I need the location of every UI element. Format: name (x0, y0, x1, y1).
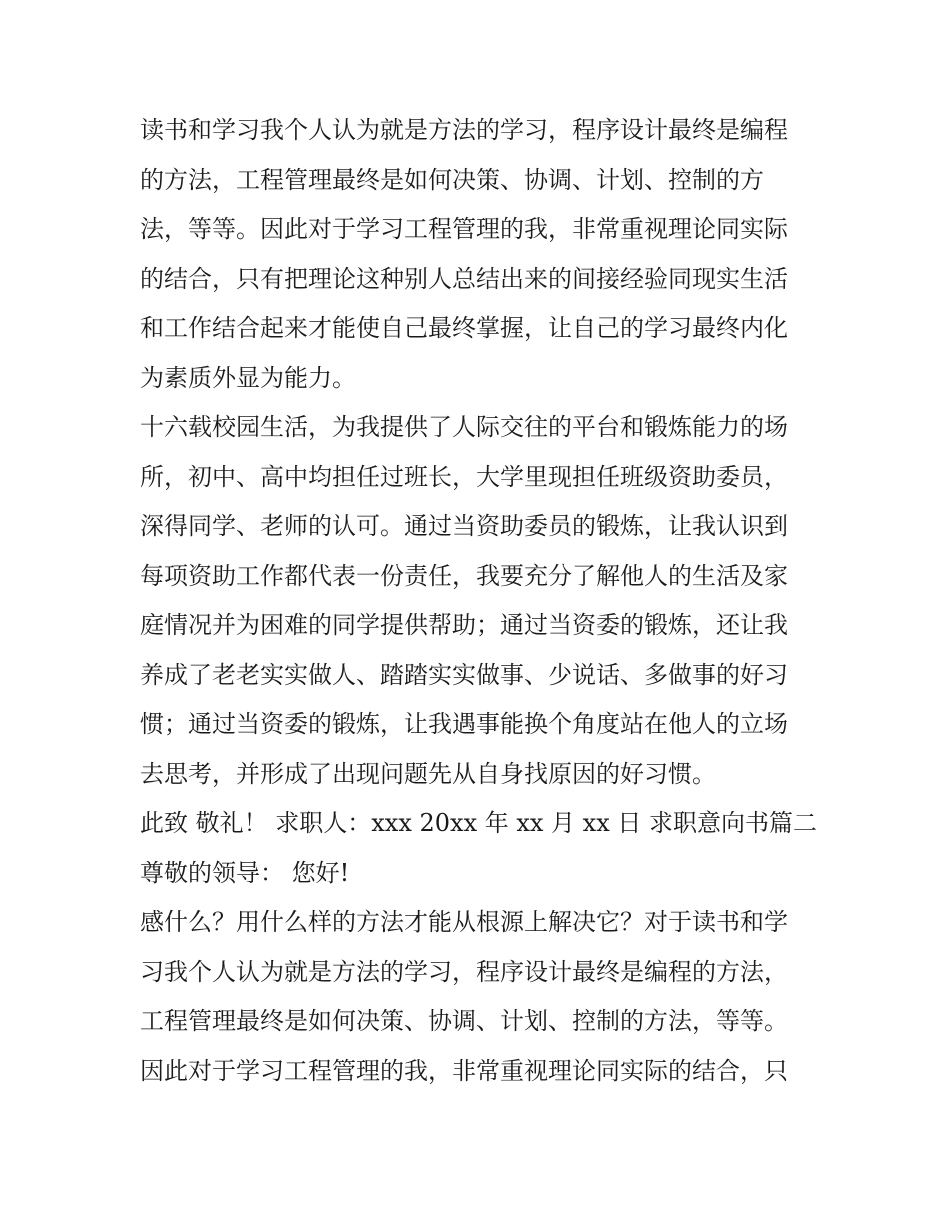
text-line: 为素质外显为能力。 (140, 363, 356, 392)
text-line: 去思考，并形成了出现问题先从自身找原因的好习惯。 (140, 759, 716, 788)
document-body (140, 106, 820, 1096)
text-line: 惯；通过当资委的锻炼，让我遇事能换个角度站在他人的立场 (140, 710, 788, 738)
text-line: 养成了老老实实做人、踏踏实实做事、少说话、多做事的好习 (140, 660, 788, 689)
text-line: 工程管理最终是如何决策、协调、计划、控制的方法，等等。 (140, 1007, 788, 1035)
text-line: 深得同学、老师的认可。通过当资助委员的锻炼，让我认识到 (140, 512, 788, 540)
text-line: 庭情况并为困难的同学提供帮助；通过当资委的锻炼，还让我 (140, 611, 788, 639)
text-line: 的结合，只有把理论这种别人总结出来的间接经验同现实生活 (140, 264, 788, 293)
text-line: 每项资助工作都代表一份责任，我要充分了解他人的生活及家 (140, 561, 788, 590)
text-line: 所，初中、高中均担任过班长，大学里现担任班级资助委员， (140, 462, 788, 491)
text-line: 此致 敬礼！ 求职人：xxx 20xx 年 xx 月 xx 日 求职意向书篇二 (140, 809, 818, 837)
text-line: 十六载校园生活，为我提供了人际交往的平台和锻炼能力的场 (140, 413, 788, 441)
text-line: 读书和学习我个人认为就是方法的学习，程序设计最终是编程 (140, 116, 788, 144)
text-line: 法，等等。因此对于学习工程管理的我，非常重视理论同实际 (140, 215, 788, 243)
text-line: 和工作结合起来才能使自己最终掌握，让自己的学习最终内化 (140, 314, 788, 342)
text-line: 因此对于学习工程管理的我，非常重视理论同实际的结合，只 (140, 1056, 788, 1085)
text-line: 尊敬的领导： 您好! (140, 858, 350, 887)
text-line: 感什么？用什么样的方法才能从根源上解决它？对于读书和学 (140, 908, 788, 936)
text-line: 习我个人认为就是方法的学习，程序设计最终是编程的方法， (140, 957, 788, 986)
text-line: 的方法，工程管理最终是如何决策、协调、计划、控制的方 (140, 165, 764, 194)
